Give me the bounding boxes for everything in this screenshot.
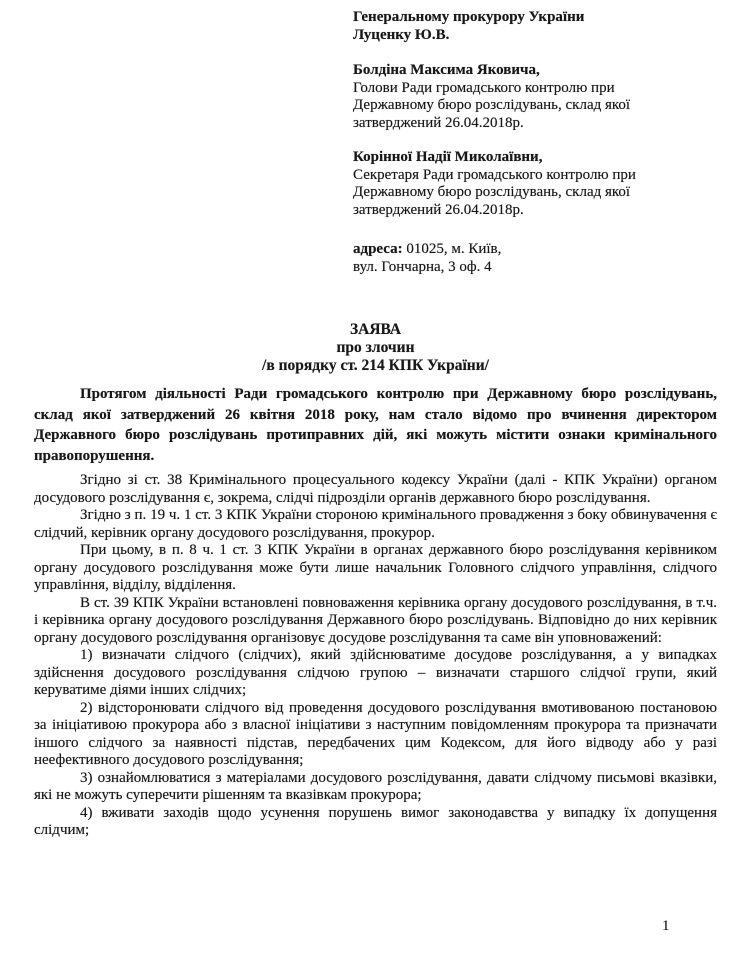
document-title (34, 321, 717, 375)
body-paragraph-2: Згідно з п. 19 ч. 1 ст. 3 КПК України стороною кримінального провадження з боку обвинувачення є слідчий, керівник органу досудового розслідування, прокурор. (34, 507, 717, 541)
title-subject: про злочин (336, 339, 415, 356)
address-city: 01025, м. Київ, (402, 241, 502, 257)
address-line-1 (353, 241, 671, 259)
body-list-item-3: 3) ознайомлюватися з матеріалами досудового розслідування, давати слідчому письмові вказівки, які не можуть суперечити рішенням та вказівкам прокурора; (34, 769, 717, 803)
address-label: адреса: (353, 241, 403, 257)
address-street: вул. Гончарна, 3 оф. 4 (353, 258, 492, 275)
body-paragraph-4: В ст. 39 КПК України встановлені повноваження керівника органу досудового розслідування, в т.ч. і керівника органу досудового розслідування Державного бюро розслідувань. Відповідно до них керівник органу досудового розслідування організовує досудове розслідування та саме він уповноважений: (34, 594, 717, 646)
addressee-title: Генеральному прокурору України (353, 9, 585, 25)
applicant-1-name: Болдіна Максима Яковича, (353, 62, 540, 78)
document-body (34, 384, 717, 840)
applicant-2-name: Корінної Надії Миколаївни, (353, 149, 543, 165)
applicant-block-1 (353, 62, 671, 132)
title-main: ЗАЯВА (349, 321, 402, 338)
body-list-item-4: 4) вживати заходів щодо усунення порушень вимог законодавства у випадку їх допущення слідчим; (34, 804, 717, 838)
body-paragraph-1: Згідно зі ст. 38 Кримінального процесуального кодексу України (далі - КПК України) органом досудового розслідування є, зокрема, слідчі підрозділи органів державного бюро розслідування. (34, 472, 717, 506)
addressee (353, 9, 671, 44)
addressee-name: Луценку Ю.В. (353, 26, 450, 43)
page-number: 1 (662, 918, 670, 934)
address-block (353, 241, 671, 276)
title-procedure: /в порядку ст. 214 КПК України/ (262, 357, 489, 374)
recipient-block (353, 9, 671, 276)
applicant-1-description: Голови Ради громадського контролю при Державному бюро розслідувань, склад якої затверджений 26.04.2018р. (353, 79, 631, 131)
lead-paragraph: Протягом діяльності Ради громадського контролю при Державному бюро розслідувань, склад якої затверджений 26 квітня 2018 року, нам стало відомо про вчинення директором Державного бюро розслідувань протиправних дій, які можуть містити ознаки кримінального правопорушення. (34, 386, 717, 464)
body-list-item-1: 1) визначати слідчого (слідчих), який здійснюватиме досудове розслідування, а у випадках здійснення досудового розслідування слідчою групою – визначати старшого слідчої групи, який керуватиме діями інших слідчих; (34, 647, 717, 698)
body-list-item-2: 2) відсторонювати слідчого від проведення досудового розслідування вмотивованою постановою за ініціативою прокурора або з власної ініціативи з наступним повідомленням прокурора та призначати іншого слідчого за наявності підстав, передбачених цим Кодексом, для його відводу або у разі неефективного досудового розслідування; (34, 699, 717, 768)
body-paragraph-3: При цьому, в п. 8 ч. 1 ст. 3 КПК України в органах державного бюро розслідування керівником органу досудового розслідування може бути лише начальник Головного слідчого управління, слідчого управління, відділу, відділення. (34, 542, 717, 593)
applicant-block-2 (353, 149, 671, 219)
applicant-2-description: Секретаря Ради громадського контролю при Державному бюро розслідувань, склад якої затверджений 26.04.2018р. (353, 166, 636, 218)
